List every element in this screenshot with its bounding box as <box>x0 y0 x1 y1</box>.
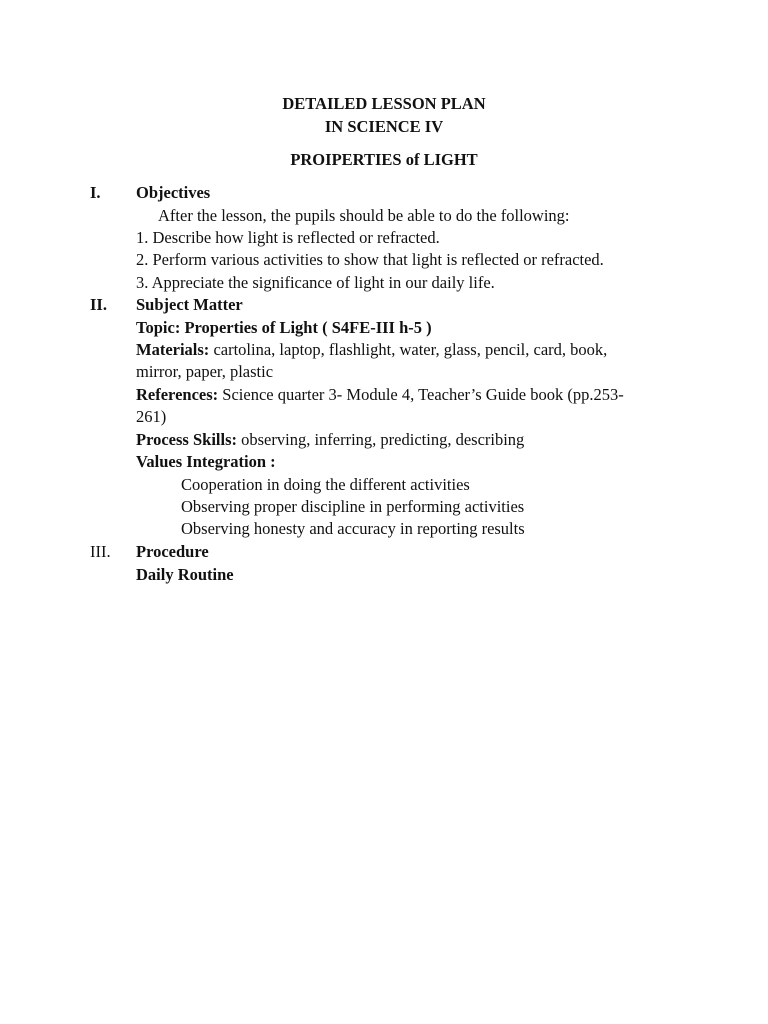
values-integration-label: Values Integration : <box>136 452 276 471</box>
process-skills-text: observing, inferring, predicting, describing <box>237 430 525 449</box>
materials-line <box>136 340 607 360</box>
objective-item: 2. Perform various activities to show that light is reflected or refracted. <box>136 250 604 269</box>
process-skills-label: Process Skills: <box>136 430 237 449</box>
section-heading-procedure: Procedure <box>136 542 209 561</box>
objective-item: 1. Describe how light is reflected or refracted. <box>136 228 440 247</box>
objectives-intro: After the lesson, the pupils should be able to do the following: <box>158 206 570 225</box>
subject-topic: Topic: Properties of Light ( S4FE-III h-5 ) <box>136 318 432 337</box>
procedure-subheading: Daily Routine <box>136 565 234 584</box>
section-heading-objectives: Objectives <box>136 183 211 202</box>
references-continuation: 261) <box>136 407 167 426</box>
section-numeral-objectives: I. <box>90 183 101 202</box>
materials-label: Materials: <box>136 340 210 359</box>
materials-text: cartolina, laptop, flashlight, water, glass, pencil, card, book, <box>209 340 608 359</box>
objective-item: 3. Appreciate the significance of light in our daily life. <box>136 273 495 292</box>
document-title-line2: IN SCIENCE IV <box>324 117 444 136</box>
process-skills-line <box>136 430 524 450</box>
references-line <box>136 385 624 405</box>
values-item: Observing honesty and accuracy in reporting results <box>181 519 525 538</box>
document-subtitle: PROIPERTIES of LIGHT <box>290 150 478 169</box>
materials-continuation: mirror, paper, plastic <box>136 362 274 381</box>
section-heading-subject-matter: Subject Matter <box>136 295 243 314</box>
section-numeral-subject-matter: II. <box>90 295 107 314</box>
document-title-line1: DETAILED LESSON PLAN <box>282 94 486 113</box>
references-label: References: <box>136 385 219 404</box>
section-numeral-procedure: III. <box>90 542 111 561</box>
values-item: Observing proper discipline in performing activities <box>181 497 525 516</box>
values-item: Cooperation in doing the different activities <box>181 475 470 494</box>
references-text: Science quarter 3- Module 4, Teacher’s Guide book (pp.253- <box>218 385 624 404</box>
